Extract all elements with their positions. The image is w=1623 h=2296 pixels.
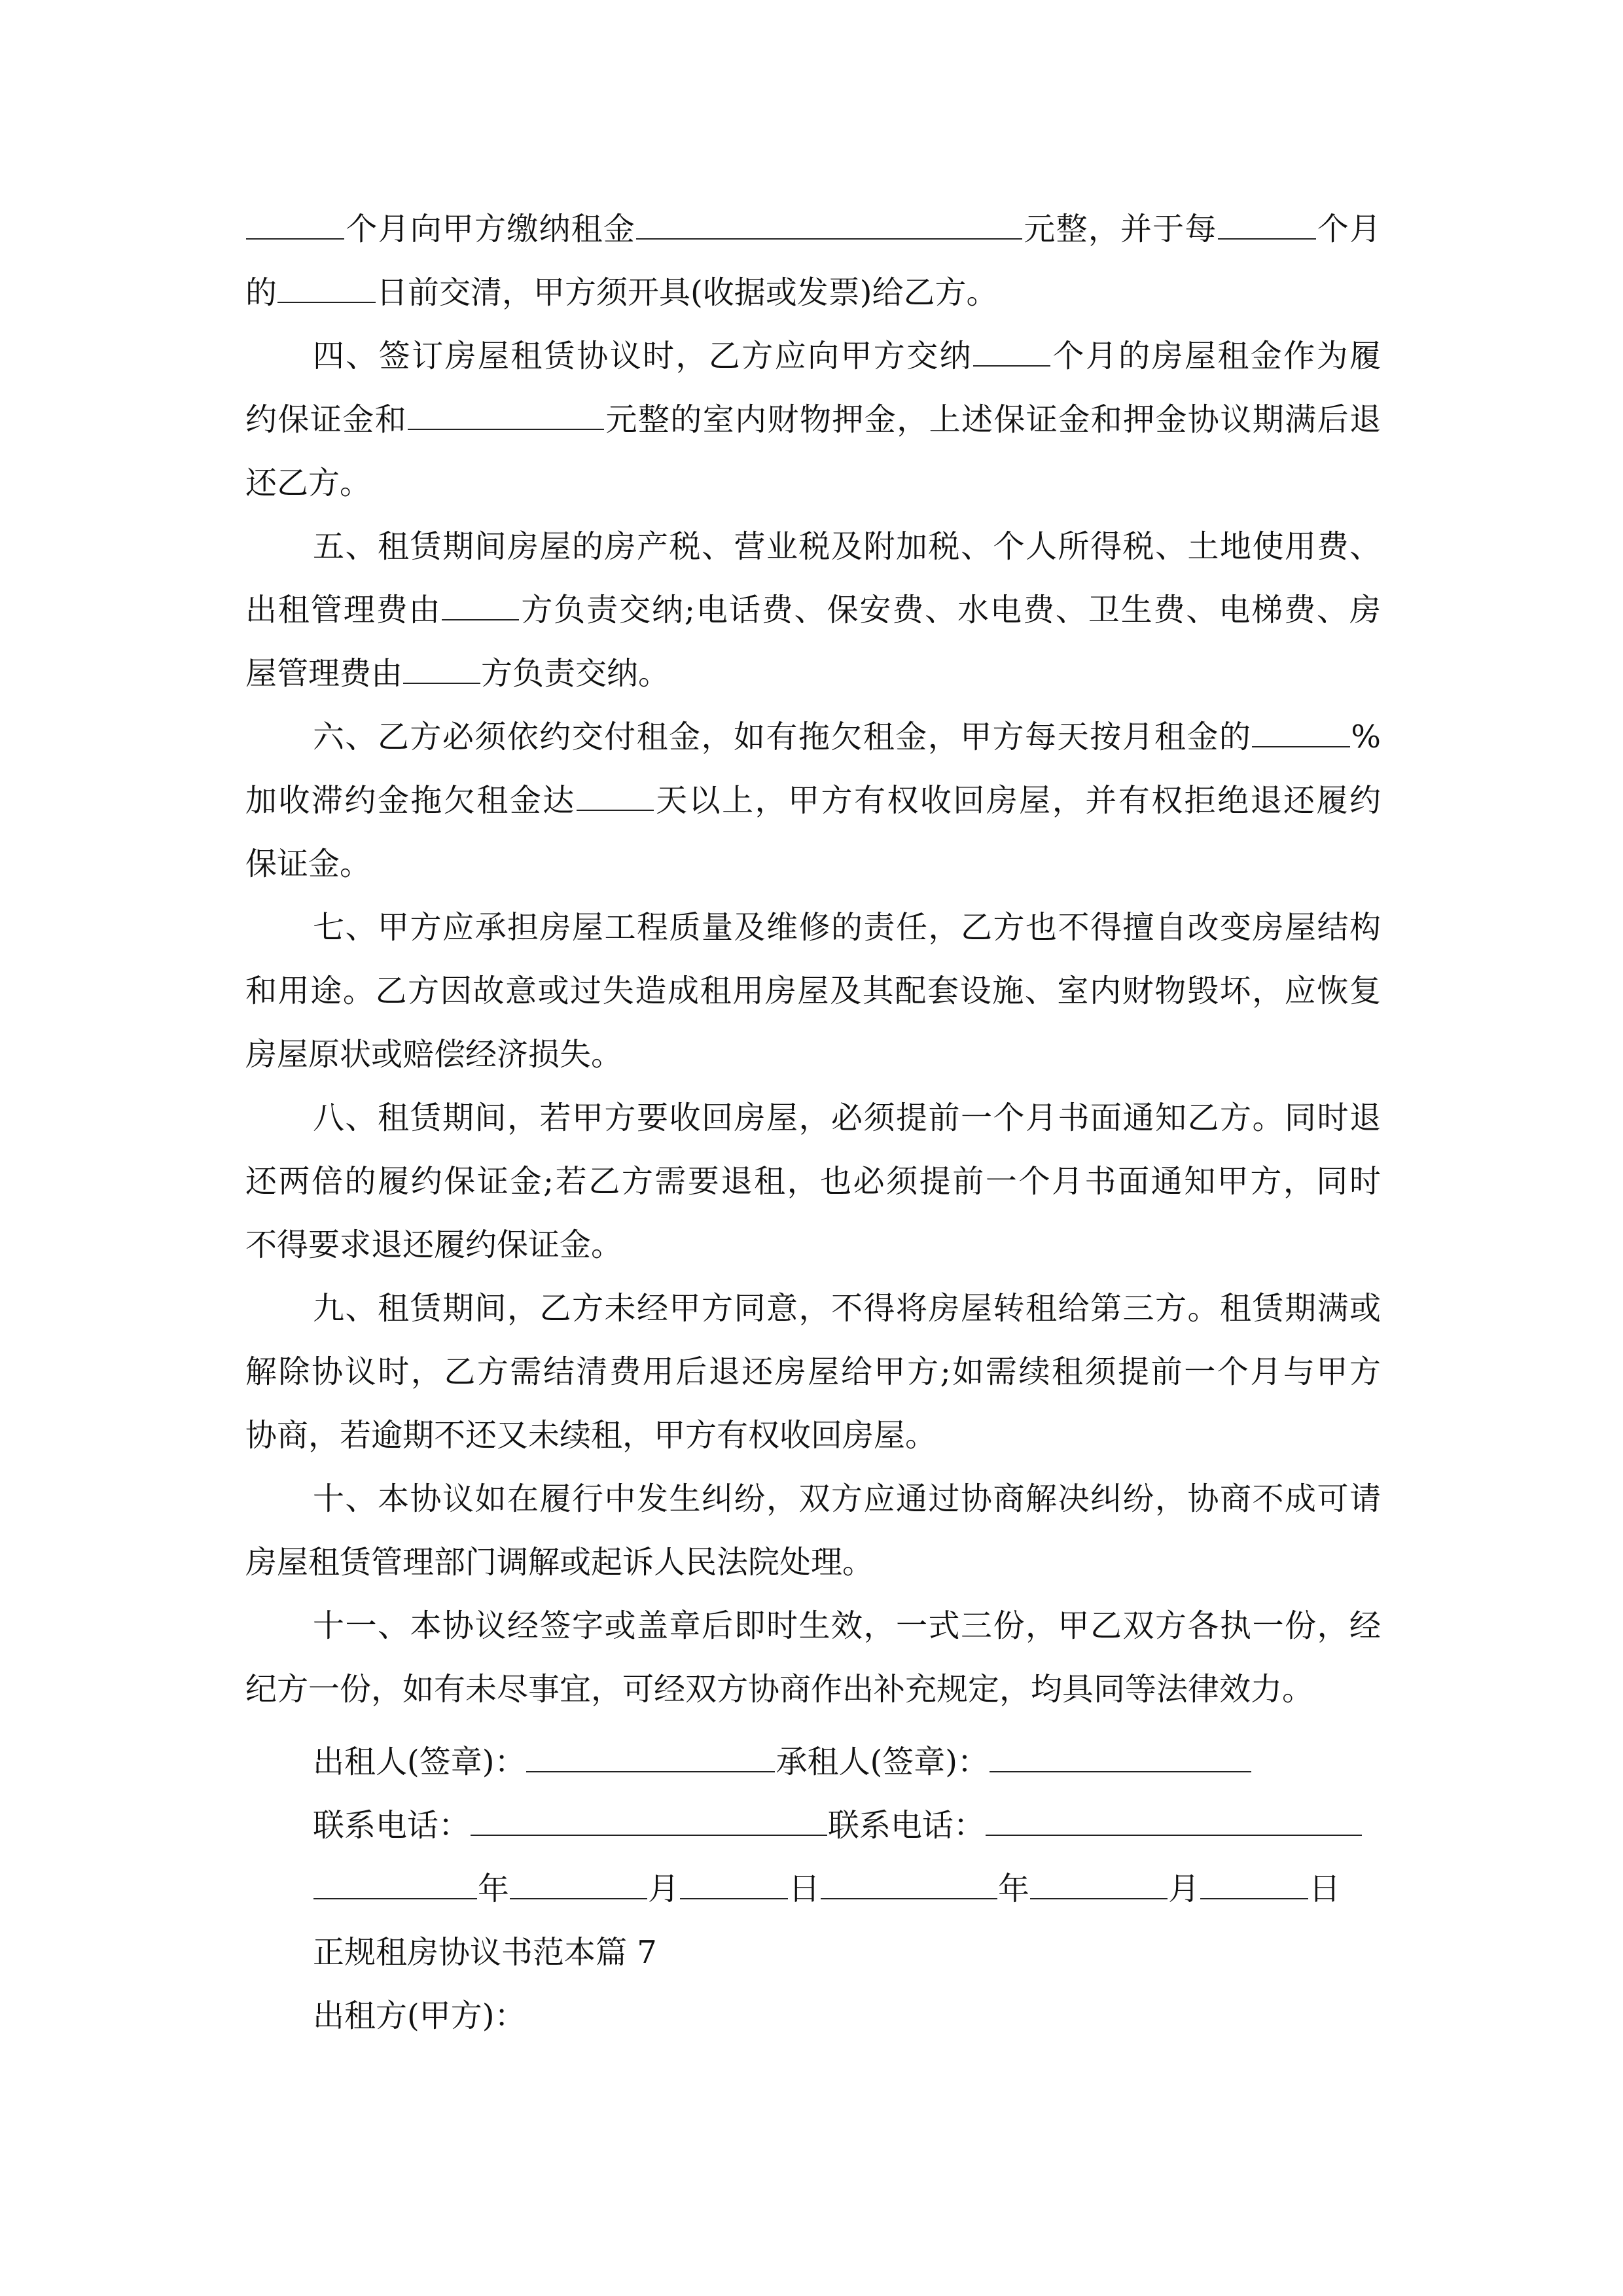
text-span: 还乙方。 — [245, 465, 372, 501]
day-label: 日 — [789, 1871, 821, 1907]
phone-row — [313, 1793, 1381, 1857]
day-label: 日 — [1309, 1871, 1341, 1907]
text-line — [245, 1022, 1381, 1086]
text-line — [245, 1657, 1381, 1721]
text-span: 方负责交纳;电话费、保安费、水电费、卫生费、电梯费、房 — [520, 592, 1381, 628]
text-span: 保证金。 — [245, 846, 372, 882]
text-line — [245, 641, 1381, 706]
text-line — [245, 1213, 1381, 1277]
day-blank — [1200, 1872, 1308, 1899]
text-line — [245, 260, 1381, 325]
blank-field — [442, 593, 519, 620]
text-line — [245, 832, 1381, 896]
clause-7-line — [313, 895, 1381, 960]
signature-row — [313, 1730, 1381, 1794]
lessee-signature-blank — [990, 1745, 1251, 1772]
text-line — [245, 451, 1381, 515]
lessor-phone-label: 联系电话： — [313, 1807, 471, 1844]
month-label: 月 — [1168, 1871, 1200, 1907]
blank-field — [577, 783, 654, 811]
blank-field — [636, 212, 1022, 240]
text-span: 解除协议时，乙方需结清费用后退还房屋给甲方;如需续租须提前一个月与甲方 — [245, 1354, 1381, 1390]
text-span: 九、租赁期间，乙方未经甲方同意，不得将房屋转租给第三方。租赁期满或 — [313, 1290, 1381, 1327]
month-blank — [1030, 1872, 1168, 1899]
text-line — [245, 768, 1381, 833]
lessee-signature-label: 承租人(签章)： — [776, 1744, 989, 1780]
lessee-phone-label: 联系电话： — [828, 1807, 986, 1844]
text-span: 日前交清，甲方须开具(收据或发票)给乙方。 — [376, 274, 998, 311]
blank-field — [1218, 212, 1316, 240]
text-span: 协商，若逾期不还又未续租，甲方有权收回房屋。 — [245, 1417, 937, 1454]
text-line — [245, 1340, 1381, 1404]
clause-8-line — [313, 1086, 1381, 1150]
text-line — [245, 578, 1381, 642]
lessor-party-line — [313, 1984, 1381, 2048]
text-span: 不得要求退还履约保证金。 — [245, 1227, 623, 1263]
text-line — [245, 197, 1381, 261]
year-label: 年 — [478, 1871, 510, 1907]
blank-field — [403, 656, 480, 684]
clause-11-line — [313, 1594, 1381, 1658]
text-span: 出租管理费由 — [245, 592, 442, 628]
text-span: 个月的房屋租金作为履 — [1050, 338, 1381, 374]
clause-9-line — [313, 1276, 1381, 1340]
text-span: 十一、本协议经签字或盖章后即时生效，一式三份，甲乙双方各执一份，经 — [313, 1607, 1381, 1644]
next-section-title — [313, 1920, 1381, 1984]
text-span: 个月向甲方缴纳租金 — [345, 211, 636, 247]
lessor-phone-blank — [471, 1808, 827, 1836]
clause-5-line — [313, 514, 1381, 579]
day-blank — [680, 1872, 788, 1899]
text-span: 五、租赁期间房屋的房产税、营业税及附加税、个人所得税、土地使用费、 — [313, 528, 1381, 565]
text-span: 约保证金和 — [245, 401, 408, 438]
text-span: 四、签订房屋租赁协议时，乙方应向甲方交纳 — [313, 338, 972, 374]
month-label: 月 — [648, 1871, 680, 1907]
blank-field — [973, 339, 1050, 367]
text-span: % — [1351, 719, 1381, 755]
month-blank — [510, 1872, 647, 1899]
text-span: 房屋原状或赔偿经济损失。 — [245, 1036, 623, 1073]
lessor-signature-blank — [526, 1745, 775, 1772]
text-span: 八、租赁期间，若甲方要收回房屋，必须提前一个月书面通知乙方。同时退 — [313, 1100, 1381, 1136]
text-span: 和用途。乙方因故意或过失造成租用房屋及其配套设施、室内财物毁坏，应恢复 — [245, 973, 1381, 1009]
text-span: 纪方一份，如有未尽事宜，可经双方协商作出补充规定，均具同等法律效力。 — [245, 1671, 1314, 1708]
date-row — [313, 1857, 1381, 1921]
blank-field — [408, 403, 604, 430]
text-span: 元整的室内财物押金，上述保证金和押金协议期满后退 — [605, 401, 1381, 438]
lessor-party-label: 出租方(甲方)： — [313, 1998, 526, 2034]
text-line — [245, 959, 1381, 1023]
text-span: 加收滞约金拖欠租金达 — [245, 782, 576, 819]
year-label: 年 — [998, 1871, 1030, 1907]
year-blank — [313, 1872, 477, 1899]
text-line — [245, 1530, 1381, 1594]
blank-field — [246, 212, 344, 240]
blank-field — [277, 276, 376, 303]
text-line — [245, 1403, 1381, 1467]
text-span: 方负责交纳。 — [481, 655, 670, 692]
blank-field — [1252, 720, 1350, 747]
lessee-phone-blank — [986, 1808, 1362, 1836]
text-span: 六、乙方必须依约交付租金，如有拖欠租金，甲方每天按月租金的 — [313, 719, 1252, 755]
lessor-signature-label: 出租人(签章)： — [313, 1744, 526, 1780]
text-line — [245, 1149, 1381, 1213]
section-title-text: 正规租房协议书范本篇 7 — [313, 1934, 657, 1971]
text-span: 屋管理费由 — [245, 655, 403, 692]
text-span: 还两倍的履约保证金;若乙方需要退租，也必须提前一个月书面通知甲方，同时 — [245, 1163, 1381, 1200]
text-span: 房屋租赁管理部门调解或起诉人民法院处理。 — [245, 1544, 874, 1581]
clause-6-line — [313, 705, 1381, 769]
text-span: 元整，并于每 — [1023, 211, 1217, 247]
text-span: 个月 — [1316, 211, 1381, 247]
text-span: 的 — [245, 274, 277, 311]
text-span: 十、本协议如在履行中发生纠纷，双方应通过协商解决纠纷，协商不成可请 — [313, 1480, 1381, 1517]
year-blank — [821, 1872, 997, 1899]
clause-10-line — [313, 1467, 1381, 1531]
text-line — [245, 387, 1381, 452]
text-span: 七、甲方应承担房屋工程质量及维修的责任，乙方也不得擅自改变房屋结构 — [313, 909, 1381, 946]
text-span: 天以上，甲方有权收回房屋，并有权拒绝退还履约 — [654, 782, 1381, 819]
clause-4-line — [313, 324, 1381, 388]
